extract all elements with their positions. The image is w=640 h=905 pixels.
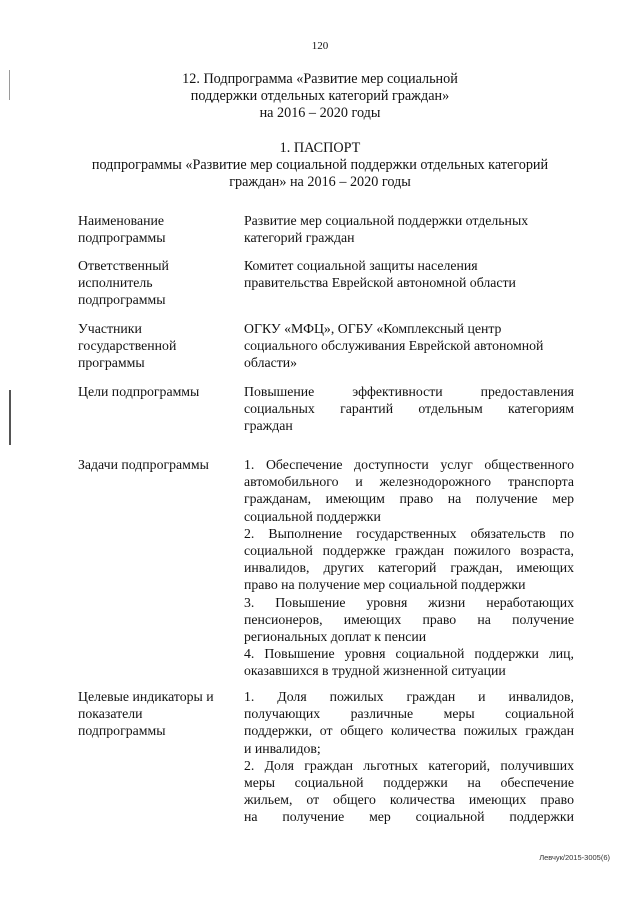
document-code: Левчук/2015-3005(6) [539,853,610,862]
passport-title-line: граждан» на 2016 – 2020 годы [229,174,411,190]
scan-margin-mark [9,390,11,445]
row-value: Повышение эффективности предоставления социальных гарантий отдельным категориям граждан [244,384,574,434]
row-value: Развитие мер социальной поддержки отдельных категорий граждан [244,213,529,246]
row-value: 1. Обеспечение доступности услуг общественного автомобильного и железнодорожного транспорта гражданам, имеющим право на получение мер социальной поддержки 2. Выполнение государственных обязательств по социальной поддержке граждан пожилого возраста, инвалидов, других категорий граждан, имеющих право на получение мер социальной поддержки 3. Повышение уровня жизни неработающих пенсионеров, имеющих право на получение региональных доплат к пенсии 4. Повышение уровня социальной поддержки лиц, оказавшихся в трудной жизненной ситуации [244,457,574,679]
row-label: Участники государственной программы [78,321,177,371]
section-title [0,71,640,122]
section-title-line: на 2016 – 2020 годы [259,105,381,121]
page-number: 120 [311,40,329,52]
section-title-line: 12. Подпрограмма «Развитие мер социальной [182,71,458,87]
row-label: Ответственный исполнитель подпрограммы [78,258,169,308]
passport-title [0,140,640,191]
row-value: ОГКУ «МФЦ», ОГБУ «Комплексный центр социального обслуживания Еврейской автономной области» [244,321,544,371]
row-value: 1. Доля пожилых граждан и инвалидов, получающих различные меры социальной поддержки, от общего количества пожилых граждан и инвалидов; 2. Доля граждан льготных категорий, получивших меры социальной поддержки на обеспечение жильем, от общего количества имеющих право на получение мер социальной поддержки [244,689,574,825]
row-label: Наименование подпрограммы [78,213,166,246]
passport-title-line: подпрограммы «Развитие мер социальной поддержки отдельных категорий [91,157,549,173]
section-title-line: поддержки отдельных категорий граждан» [190,88,450,104]
row-label: Целевые индикаторы и показатели подпрограммы [78,689,214,739]
row-label: Задачи подпрограммы [78,457,209,472]
row-value: Комитет социальной защиты населения правительства Еврейской автономной области [244,258,516,291]
passport-title-line: 1. ПАСПОРТ [279,140,361,156]
row-label: Цели подпрограммы [78,384,200,399]
